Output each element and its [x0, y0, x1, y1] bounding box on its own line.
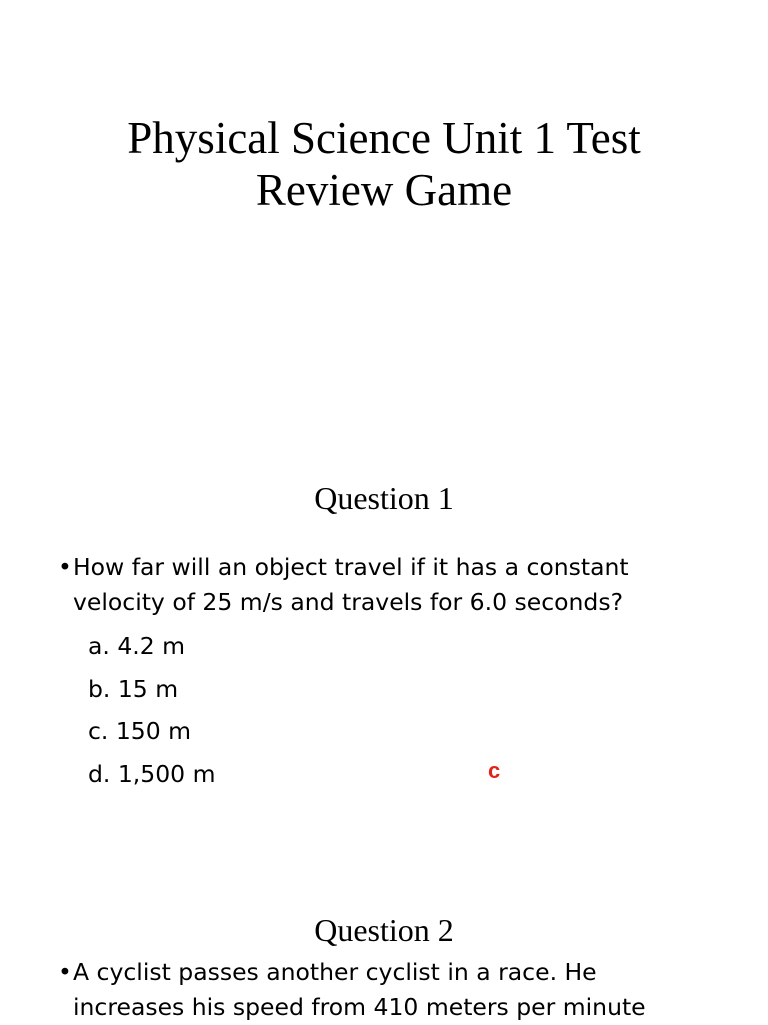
question-1-line-2: velocity of 25 m/s and travels for 6.0 seconds? [73, 588, 624, 616]
question-2-heading: Question 2 [314, 912, 454, 948]
option-a: a. 4.2 m [88, 632, 186, 660]
question-1-line-1: How far will an object travel if it has a constant [73, 553, 629, 581]
question-2-line-1: A cyclist passes another cyclist in a race. He [73, 958, 597, 986]
question-1-heading: Question 1 [314, 480, 454, 516]
title-line-1: Physical Science Unit 1 Test [127, 113, 641, 163]
bullet-icon: • [58, 958, 72, 986]
question-1-options [88, 625, 216, 795]
option-c: c. 150 m [88, 717, 192, 745]
option-b: b. 15 m [88, 674, 179, 703]
answer-label: c [488, 758, 501, 783]
option-d: d. 1,500 m [88, 759, 216, 788]
bullet-icon: • [58, 553, 72, 581]
question-2-text [58, 955, 718, 1025]
title-line-2: Review Game [255, 165, 513, 215]
question-2-line-2: increases his speed from 410 meters per minute [73, 993, 646, 1021]
question-1-text [58, 550, 718, 620]
